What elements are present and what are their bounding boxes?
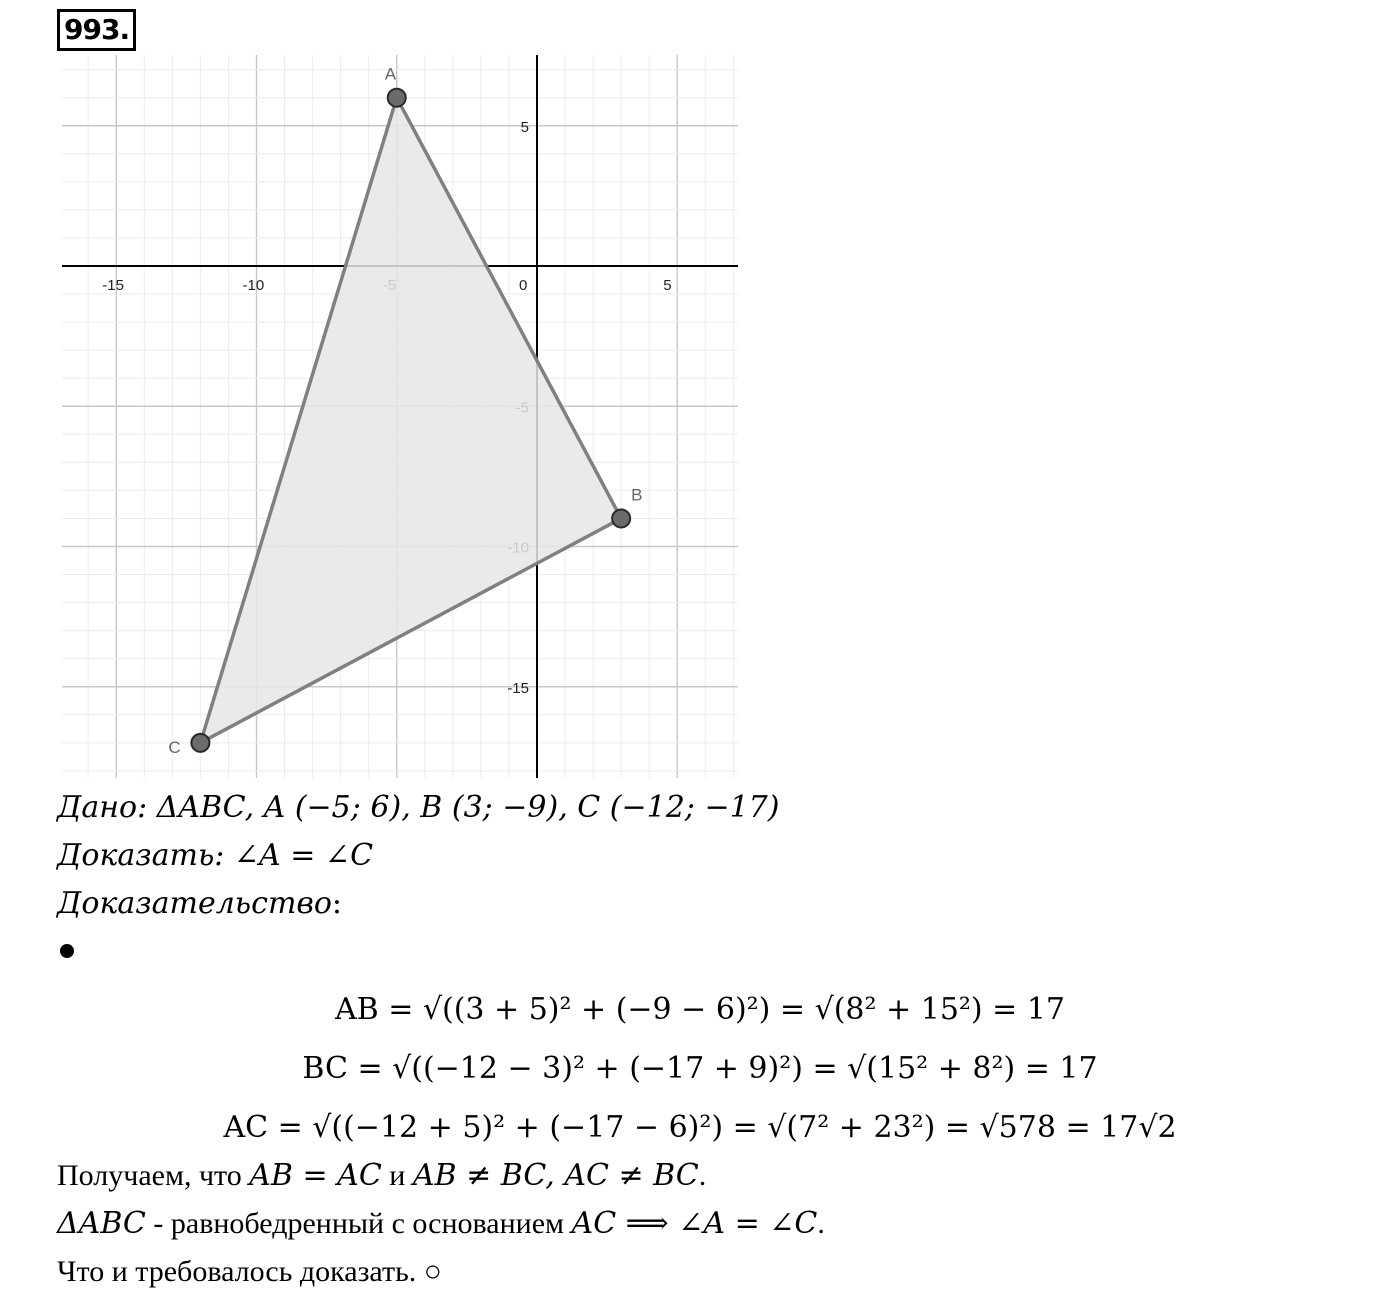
qed-line <box>57 1254 442 1289</box>
point-c <box>191 734 209 752</box>
conclusion-line-2 <box>57 1206 825 1241</box>
equation-ab: AB = √((3 + 5)² + (−9 − 6)²) = √(8² + 15²) = 17 <box>334 992 1066 1027</box>
proof-label: Доказательство <box>57 886 332 921</box>
point-label-c: C <box>168 737 181 757</box>
equation-ac: AC = √((−12 + 5)² + (−17 − 6)²) = √(7² + 23²) = √578 = 17√2 <box>223 1110 1177 1145</box>
x-tick-label: 5 <box>663 277 672 294</box>
conclusion1-c: и <box>381 1159 413 1192</box>
x-tick-label: -15 <box>102 277 124 294</box>
conclusion2-c: AC ⟹ ∠A = ∠C <box>571 1206 818 1241</box>
conclusion1-d: AB ≠ BC, AC ≠ BC <box>412 1158 699 1193</box>
conclusion1-e: . <box>698 1159 707 1192</box>
conclusion1-b: AB = AC <box>249 1158 382 1193</box>
triangle-abc <box>200 98 621 743</box>
given-data: : ΔABC, A (−5; 6), B (3; −9), C (−12; −17) <box>137 790 780 825</box>
conclusion1-a: Получаем, что <box>57 1159 250 1192</box>
problem-number: 993. <box>57 9 136 51</box>
y-tick-label: -15 <box>507 679 529 697</box>
conclusion-line-1 <box>57 1158 706 1193</box>
bullet-point <box>60 944 74 958</box>
given-line <box>57 790 779 825</box>
prove-statement: Доказать: ∠A = ∠C <box>57 838 374 873</box>
point-label-a: A <box>384 64 397 84</box>
qed-text: Что и требовалось доказать. ○ <box>57 1255 442 1288</box>
point-a <box>388 89 406 107</box>
proof-colon: : <box>331 886 343 921</box>
given-label: Дано <box>57 790 138 825</box>
x-tick-label: 0 <box>519 277 528 294</box>
conclusion2-b: - равнобедренный с основанием <box>145 1207 572 1240</box>
conclusion2-a: ΔABC <box>57 1206 146 1241</box>
prove-line <box>57 838 373 873</box>
y-tick-label: 5 <box>520 118 529 136</box>
coordinate-plot <box>0 0 760 790</box>
equation-bc: BC = √((−12 − 3)² + (−17 + 9)²) = √(15² + 8²) = 17 <box>302 1051 1098 1086</box>
proof-heading <box>57 886 342 921</box>
point-label-b: B <box>631 485 643 505</box>
conclusion2-d: . <box>817 1207 825 1240</box>
point-b <box>612 509 630 527</box>
x-tick-label: -10 <box>242 277 265 294</box>
